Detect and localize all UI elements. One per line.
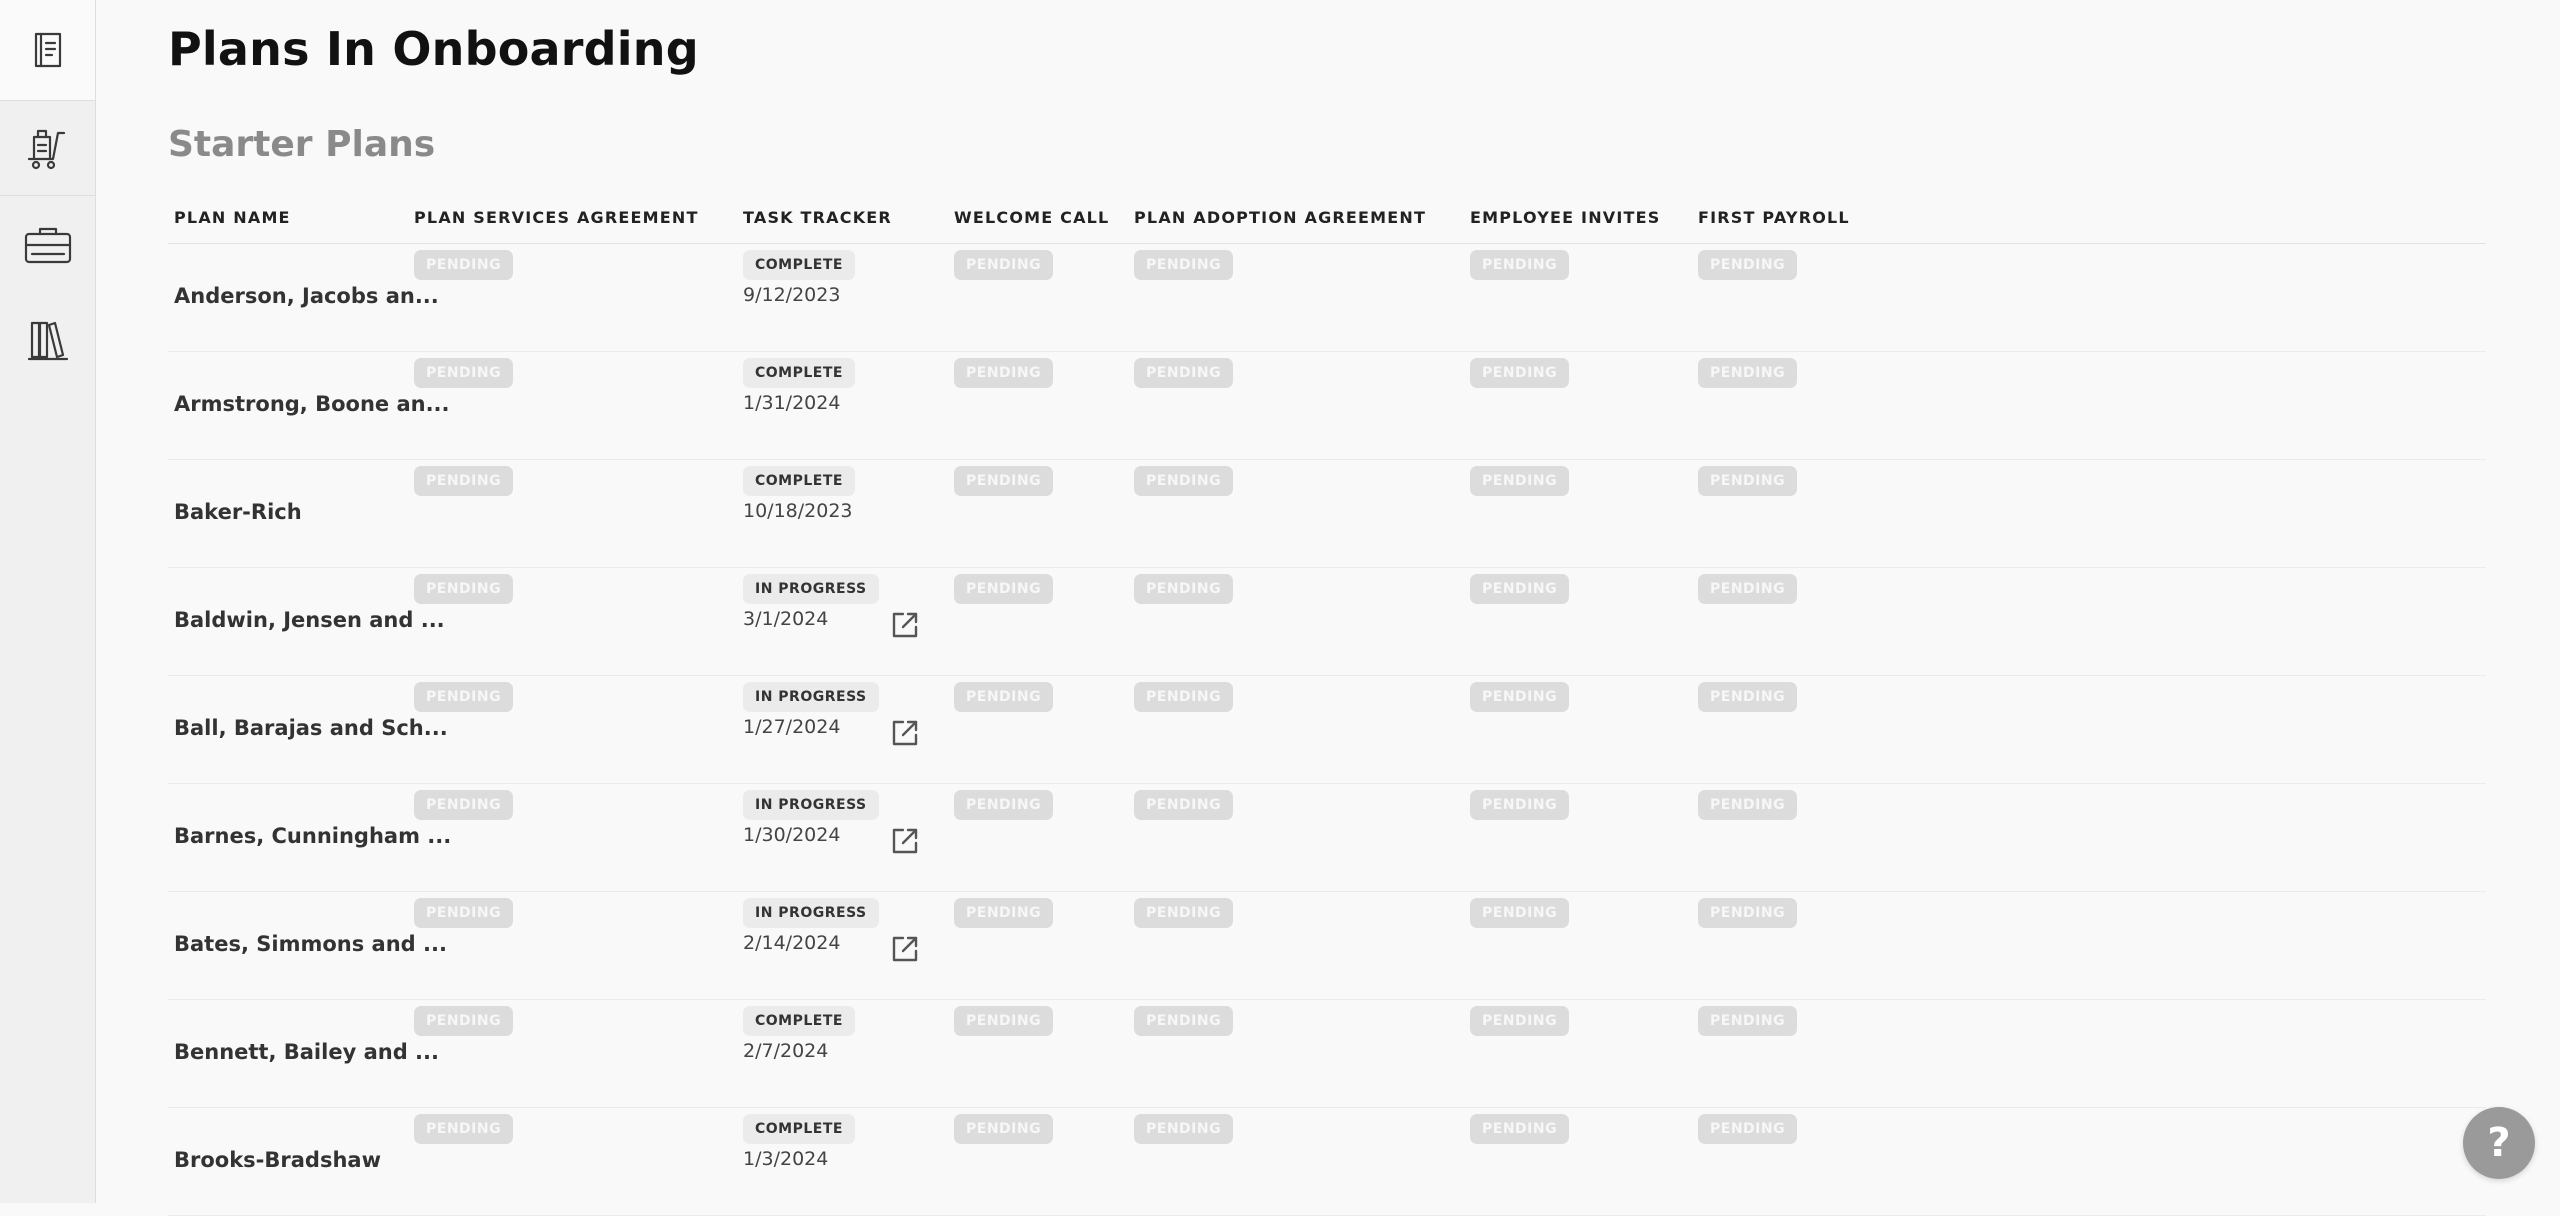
onboarding-cart-icon bbox=[23, 123, 73, 173]
plan-services-agreement-badge: PENDING bbox=[414, 898, 513, 928]
welcome-call-badge: PENDING bbox=[954, 574, 1053, 604]
plan-adoption-agreement-badge: PENDING bbox=[1134, 1114, 1233, 1144]
plan-name-link[interactable]: Ball, Barajas and Sch... bbox=[174, 716, 448, 740]
employee-invites-badge: PENDING bbox=[1470, 358, 1569, 388]
plan-name-link[interactable]: Baldwin, Jensen and ... bbox=[174, 608, 445, 632]
table-row[interactable] bbox=[168, 568, 2486, 676]
task-tracker-date: 1/3/2024 bbox=[743, 1148, 829, 1170]
welcome-call-badge: PENDING bbox=[954, 358, 1053, 388]
welcome-call-badge: PENDING bbox=[954, 898, 1053, 928]
plan-adoption-agreement-badge: PENDING bbox=[1134, 250, 1233, 280]
employee-invites-badge: PENDING bbox=[1470, 574, 1569, 604]
briefcase-icon bbox=[22, 223, 74, 267]
task-tracker-date: 3/1/2024 bbox=[743, 608, 829, 630]
employee-invites-badge: PENDING bbox=[1470, 1114, 1569, 1144]
table-row[interactable] bbox=[168, 352, 2486, 460]
plans-icon bbox=[27, 29, 69, 71]
plan-adoption-agreement-badge: PENDING bbox=[1134, 574, 1233, 604]
employee-invites-badge: PENDING bbox=[1470, 466, 1569, 496]
task-tracker-status-badge: COMPLETE bbox=[743, 1006, 855, 1036]
task-tracker-date: 1/30/2024 bbox=[743, 824, 841, 846]
sidebar bbox=[0, 0, 96, 1203]
column-header-plan-services-agreement[interactable]: PLAN SERVICES AGREEMENT bbox=[414, 208, 699, 227]
table-row[interactable] bbox=[168, 1108, 2486, 1216]
task-tracker-status-badge: IN PROGRESS bbox=[743, 574, 879, 604]
plan-services-agreement-badge: PENDING bbox=[414, 574, 513, 604]
task-tracker-date: 1/27/2024 bbox=[743, 716, 841, 738]
plan-services-agreement-badge: PENDING bbox=[414, 358, 513, 388]
employee-invites-badge: PENDING bbox=[1470, 898, 1569, 928]
task-tracker-date: 2/14/2024 bbox=[743, 932, 841, 954]
column-header-task-tracker[interactable]: TASK TRACKER bbox=[743, 208, 892, 227]
employee-invites-badge: PENDING bbox=[1470, 682, 1569, 712]
task-tracker-date: 2/7/2024 bbox=[743, 1040, 829, 1062]
task-tracker-date: 9/12/2023 bbox=[743, 284, 841, 306]
plans-table bbox=[168, 200, 2486, 1216]
plan-name-link[interactable]: Baker-Rich bbox=[174, 500, 302, 524]
task-tracker-date: 10/18/2023 bbox=[743, 500, 853, 522]
column-header-welcome-call[interactable]: WELCOME CALL bbox=[954, 208, 1110, 227]
welcome-call-badge: PENDING bbox=[954, 250, 1053, 280]
employee-invites-badge: PENDING bbox=[1470, 250, 1569, 280]
task-tracker-status-badge: IN PROGRESS bbox=[743, 682, 879, 712]
first-payroll-badge: PENDING bbox=[1698, 1114, 1797, 1144]
first-payroll-badge: PENDING bbox=[1698, 358, 1797, 388]
plan-services-agreement-badge: PENDING bbox=[414, 1006, 513, 1036]
task-tracker-status-badge: COMPLETE bbox=[743, 466, 855, 496]
page-title: Plans In Onboarding bbox=[168, 22, 699, 76]
plan-adoption-agreement-badge: PENDING bbox=[1134, 358, 1233, 388]
nav-item-business[interactable] bbox=[0, 200, 95, 290]
first-payroll-badge: PENDING bbox=[1698, 682, 1797, 712]
table-row[interactable] bbox=[168, 460, 2486, 568]
table-row[interactable] bbox=[168, 1000, 2486, 1108]
plan-name-link[interactable]: Anderson, Jacobs an... bbox=[174, 284, 439, 308]
nav-item-onboarding[interactable] bbox=[0, 101, 95, 195]
plan-adoption-agreement-badge: PENDING bbox=[1134, 466, 1233, 496]
first-payroll-badge: PENDING bbox=[1698, 1006, 1797, 1036]
task-tracker-status-badge: IN PROGRESS bbox=[743, 790, 879, 820]
plan-adoption-agreement-badge: PENDING bbox=[1134, 682, 1233, 712]
nav-item-plans[interactable] bbox=[0, 0, 95, 100]
task-tracker-status-badge: COMPLETE bbox=[743, 358, 855, 388]
plan-name-link[interactable]: Armstrong, Boone an... bbox=[174, 392, 450, 416]
first-payroll-badge: PENDING bbox=[1698, 898, 1797, 928]
nav-item-library[interactable] bbox=[0, 295, 95, 385]
welcome-call-badge: PENDING bbox=[954, 1006, 1053, 1036]
employee-invites-badge: PENDING bbox=[1470, 790, 1569, 820]
first-payroll-badge: PENDING bbox=[1698, 574, 1797, 604]
external-link-icon[interactable] bbox=[890, 718, 920, 748]
table-header bbox=[168, 200, 2486, 244]
plan-name-link[interactable]: Brooks-Bradshaw bbox=[174, 1148, 381, 1172]
task-tracker-status-badge: IN PROGRESS bbox=[743, 898, 879, 928]
welcome-call-badge: PENDING bbox=[954, 790, 1053, 820]
table-row[interactable] bbox=[168, 784, 2486, 892]
nav-divider bbox=[0, 195, 95, 196]
task-tracker-status-badge: COMPLETE bbox=[743, 1114, 855, 1144]
plan-services-agreement-badge: PENDING bbox=[414, 466, 513, 496]
column-header-employee-invites[interactable]: EMPLOYEE INVITES bbox=[1470, 208, 1661, 227]
welcome-call-badge: PENDING bbox=[954, 466, 1053, 496]
first-payroll-badge: PENDING bbox=[1698, 466, 1797, 496]
first-payroll-badge: PENDING bbox=[1698, 790, 1797, 820]
first-payroll-badge: PENDING bbox=[1698, 250, 1797, 280]
plan-name-link[interactable]: Barnes, Cunningham ... bbox=[174, 824, 452, 848]
welcome-call-badge: PENDING bbox=[954, 1114, 1053, 1144]
column-header-first-payroll[interactable]: FIRST PAYROLL bbox=[1698, 208, 1850, 227]
plan-name-link[interactable]: Bates, Simmons and ... bbox=[174, 932, 447, 956]
external-link-icon[interactable] bbox=[890, 934, 920, 964]
plan-adoption-agreement-badge: PENDING bbox=[1134, 1006, 1233, 1036]
external-link-icon[interactable] bbox=[890, 826, 920, 856]
section-title: Starter Plans bbox=[168, 124, 436, 165]
plan-services-agreement-badge: PENDING bbox=[414, 1114, 513, 1144]
table-row[interactable] bbox=[168, 244, 2486, 352]
plan-name-link[interactable]: Bennett, Bailey and ... bbox=[174, 1040, 439, 1064]
library-icon bbox=[26, 315, 70, 365]
welcome-call-badge: PENDING bbox=[954, 682, 1053, 712]
plan-services-agreement-badge: PENDING bbox=[414, 682, 513, 712]
plan-services-agreement-badge: PENDING bbox=[414, 790, 513, 820]
column-header-plan-adoption-agreement[interactable]: PLAN ADOPTION AGREEMENT bbox=[1134, 208, 1427, 227]
task-tracker-date: 1/31/2024 bbox=[743, 392, 841, 414]
column-header-plan-name[interactable]: PLAN NAME bbox=[174, 208, 291, 227]
table-row[interactable] bbox=[168, 676, 2486, 784]
help-button[interactable]: ? bbox=[2463, 1107, 2535, 1179]
plan-services-agreement-badge: PENDING bbox=[414, 250, 513, 280]
plan-adoption-agreement-badge: PENDING bbox=[1134, 898, 1233, 928]
external-link-icon[interactable] bbox=[890, 610, 920, 640]
task-tracker-status-badge: COMPLETE bbox=[743, 250, 855, 280]
employee-invites-badge: PENDING bbox=[1470, 1006, 1569, 1036]
plan-adoption-agreement-badge: PENDING bbox=[1134, 790, 1233, 820]
table-row[interactable] bbox=[168, 892, 2486, 1000]
table-body bbox=[168, 244, 2486, 1216]
